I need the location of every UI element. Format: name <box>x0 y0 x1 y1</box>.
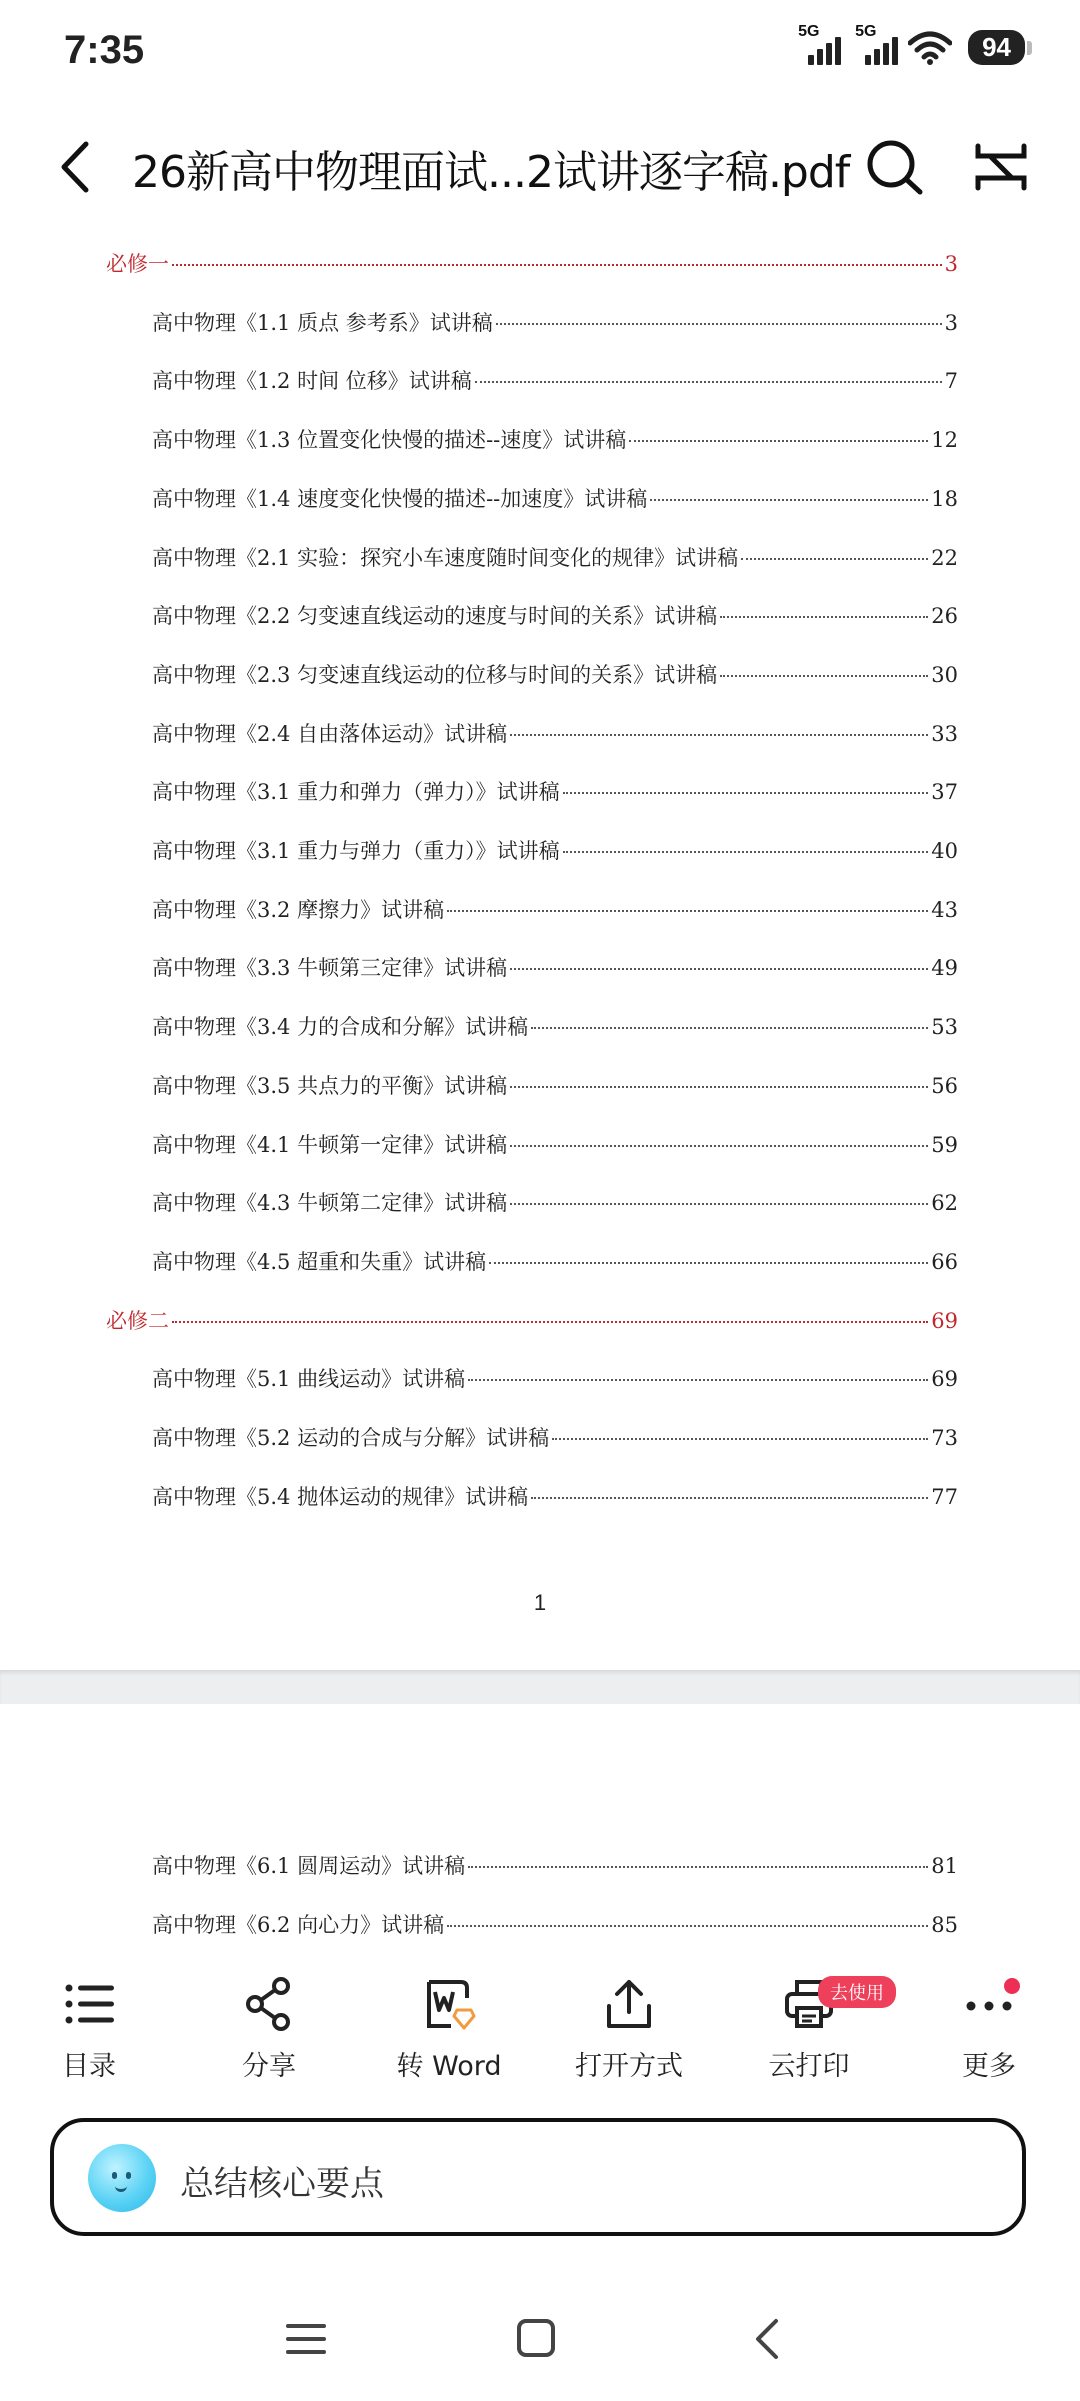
toc-entry-label: 高中物理《4.5 超重和失重》试讲稿 <box>152 1249 487 1274</box>
toc-leader-dots <box>447 910 928 912</box>
toc-leader-dots <box>489 1262 928 1264</box>
toc-entry-row[interactable] <box>152 1481 958 1515</box>
toc-page-number: 3 <box>944 310 958 335</box>
toc-page-number: 7 <box>944 369 958 394</box>
toc-leader-dots <box>475 381 942 383</box>
network-type-label: 5G <box>798 22 820 40</box>
ai-summary-button[interactable] <box>50 2118 1026 2236</box>
toc-entry-label: 高中物理《5.2 运动的合成与分解》试讲稿 <box>152 1426 550 1450</box>
toc-page-number: 73 <box>931 1426 958 1450</box>
toc-page-number: 69 <box>931 1308 958 1333</box>
toc-leader-dots <box>531 1027 928 1029</box>
search-button[interactable] <box>862 134 928 200</box>
cloud-print-badge[interactable]: 去使用 <box>818 1976 896 2008</box>
status-time: 7:35 <box>64 28 145 72</box>
toc-entry-row[interactable] <box>152 718 958 752</box>
page-number: 1 <box>533 1590 547 1615</box>
toc-entry-label: 高中物理《2.1 实验：探究小车速度随时间变化的规律》试讲稿 <box>152 545 739 570</box>
toc-leader-dots <box>510 1203 928 1205</box>
toc-section-label: 必修二 <box>106 1308 169 1333</box>
toc-entry-label: 高中物理《3.3 牛顿第三定律》试讲稿 <box>152 956 508 981</box>
recents-button[interactable] <box>276 2314 336 2364</box>
pdf-page-1[interactable] <box>0 230 1080 1670</box>
toc-section-row[interactable] <box>106 248 958 282</box>
toc-leader-dots <box>468 1866 928 1868</box>
toc-leader-dots <box>510 734 928 736</box>
back-button[interactable] <box>48 134 108 200</box>
toc-page-number: 81 <box>931 1854 958 1878</box>
toc-entry-row[interactable] <box>152 600 958 634</box>
share-label: 分享 <box>242 2051 296 2082</box>
toc-page-number: 37 <box>931 780 958 805</box>
notification-dot <box>1004 1978 1020 1994</box>
toc-page-number: 85 <box>931 1912 958 1937</box>
toc-page-number: 77 <box>931 1484 958 1509</box>
toc-entry-label: 高中物理《1.1 质点 参考系》试讲稿 <box>152 310 493 335</box>
toc-leader-dots <box>650 499 928 501</box>
share-icon <box>241 1976 297 2032</box>
cell-signal-icon-2 <box>855 22 898 65</box>
home-button[interactable] <box>506 2314 566 2364</box>
toc-entry-row[interactable] <box>152 542 958 576</box>
toc-page-number: 66 <box>931 1249 958 1274</box>
search-icon <box>862 134 928 200</box>
toc-page-number: 59 <box>931 1132 958 1157</box>
toc-section-row[interactable] <box>106 1305 958 1339</box>
toc-page-number: 62 <box>931 1191 958 1216</box>
toc-page-number: 18 <box>931 486 958 511</box>
toc-entry-row[interactable] <box>152 659 958 693</box>
toc-entry-row[interactable] <box>152 1909 958 1943</box>
document-title: 26新高中物理面试...2试讲逐字稿.pdf <box>132 147 850 198</box>
more-button[interactable] <box>914 1976 1064 2083</box>
back-arrow-icon <box>738 2314 798 2364</box>
toc-entry-label: 高中物理《5.4 抛体运动的规律》试讲稿 <box>152 1484 529 1509</box>
share-button[interactable] <box>194 1976 344 2083</box>
reading-mode-button[interactable] <box>970 134 1032 200</box>
toc-entry-row[interactable] <box>152 1011 958 1045</box>
toc-page-number: 53 <box>931 1015 958 1040</box>
toc-entry-row[interactable] <box>152 894 958 928</box>
toc-page-number: 30 <box>931 662 958 687</box>
toc-page-number: 49 <box>931 956 958 981</box>
toc-button[interactable] <box>14 1976 164 2083</box>
toc-entry-label: 高中物理《6.1 圆周运动》试讲稿 <box>152 1854 466 1878</box>
toc-entry-label: 高中物理《3.4 力的合成和分解》试讲稿 <box>152 1015 529 1040</box>
to-word-button[interactable] <box>374 1976 524 2083</box>
toc-entry-row[interactable] <box>152 952 958 986</box>
toc-entry-label: 高中物理《3.2 摩擦力》试讲稿 <box>152 897 445 922</box>
open-with-button[interactable] <box>554 1976 704 2083</box>
toc-leader-dots <box>496 323 942 325</box>
toc-leader-dots <box>629 440 928 442</box>
toc-leader-dots <box>531 1497 928 1499</box>
toc-section-label: 必修一 <box>106 252 169 276</box>
toc-entry-row[interactable] <box>152 1187 958 1221</box>
toc-entry-label: 高中物理《5.1 曲线运动》试讲稿 <box>152 1367 466 1392</box>
toc-page-number: 22 <box>931 545 958 570</box>
toc-leader-dots <box>741 558 928 560</box>
toc-entry-row[interactable] <box>152 307 958 341</box>
toc-entry-label: 高中物理《4.3 牛顿第二定律》试讲稿 <box>152 1191 508 1216</box>
toc-entry-label: 高中物理《3.1 重力与弹力（重力）》试讲稿 <box>152 839 560 863</box>
toc-page-number: 56 <box>931 1073 958 1098</box>
page-separator <box>0 1670 1080 1704</box>
toc-page-number: 33 <box>931 721 958 746</box>
menu-icon <box>276 2314 336 2364</box>
toc-leader-dots <box>563 851 929 853</box>
bottom-toolbar <box>0 1962 1080 2102</box>
status-bar <box>0 0 1080 100</box>
toc-page-number: 43 <box>931 897 958 922</box>
toc-entry-row[interactable] <box>152 1129 958 1163</box>
battery-indicator: 94 <box>968 30 1025 65</box>
toc-entry-row[interactable] <box>152 424 958 458</box>
to-word-label: 转 Word <box>396 2051 502 2082</box>
toc-entry-row[interactable] <box>152 365 958 399</box>
toc-leader-dots <box>172 264 942 266</box>
toc-page-number: 26 <box>931 604 958 629</box>
toc-entry-label: 高中物理《4.1 牛顿第一定律》试讲稿 <box>152 1132 508 1157</box>
toc-leader-dots <box>720 616 928 618</box>
cloud-print-label: 云打印 <box>768 2051 850 2082</box>
toc-leader-dots <box>552 1438 928 1440</box>
word-icon <box>421 1976 477 2032</box>
toc-entry-row[interactable] <box>152 483 958 517</box>
toc-entry-row[interactable] <box>152 1422 958 1456</box>
toc-entry-row[interactable] <box>152 1246 958 1280</box>
toc-page-number: 12 <box>931 428 958 453</box>
toc-entry-label: 高中物理《1.3 位置变化快慢的描述--速度》试讲稿 <box>152 428 627 453</box>
toc-entry-row[interactable] <box>152 776 958 810</box>
system-back-button[interactable] <box>738 2314 798 2364</box>
upload-icon <box>601 1976 657 2032</box>
toc-entry-label: 高中物理《3.1 重力和弹力（弹力）》试讲稿 <box>152 780 560 805</box>
toc-leader-dots <box>720 675 928 677</box>
toc-entry-label: 高中物理《1.2 时间 位移》试讲稿 <box>152 369 472 394</box>
toc-entry-row[interactable] <box>152 1363 958 1397</box>
toc-entry-label: 高中物理《2.4 自由落体运动》试讲稿 <box>152 721 508 746</box>
toc-leader-dots <box>510 968 928 970</box>
home-square-icon <box>506 2314 566 2364</box>
app-bar <box>0 118 1080 218</box>
pdf-page-2[interactable] <box>0 1704 1080 1964</box>
toc-entry-row[interactable] <box>152 1070 958 1104</box>
toc-page-number: 69 <box>931 1367 958 1392</box>
wifi-icon <box>908 31 952 65</box>
toc-entry-label: 高中物理《2.3 匀变速直线运动的位移与时间的关系》试讲稿 <box>152 662 718 687</box>
toc-leader-dots <box>510 1145 928 1147</box>
toc-leader-dots <box>447 1925 928 1927</box>
toc-entry-label: 高中物理《2.2 匀变速直线运动的速度与时间的关系》试讲稿 <box>152 604 718 629</box>
battery-tip <box>1027 41 1032 55</box>
toc-leader-dots <box>172 1321 928 1323</box>
more-label: 更多 <box>962 2051 1016 2082</box>
toc-leader-dots <box>468 1379 928 1381</box>
ai-summary-label: 总结核心要点 <box>180 2164 384 2204</box>
chevron-left-icon <box>48 134 108 200</box>
open-with-label: 打开方式 <box>575 2051 683 2082</box>
toc-label: 目录 <box>62 2051 116 2082</box>
network-type-label-2: 5G <box>855 22 877 40</box>
list-icon <box>61 1976 117 2032</box>
toc-page-number: 40 <box>931 839 958 863</box>
toc-entry-label: 高中物理《1.4 速度变化快慢的描述--加速度》试讲稿 <box>152 486 648 511</box>
cell-signal-icon <box>798 22 841 65</box>
assistant-avatar-icon <box>88 2144 156 2212</box>
toc-entry-row[interactable] <box>152 835 958 869</box>
toc-leader-dots <box>510 1086 928 1088</box>
ax-icon <box>970 134 1032 200</box>
toc-entry-label: 高中物理《6.2 向心力》试讲稿 <box>152 1912 445 1937</box>
toc-entry-row[interactable] <box>152 1850 958 1884</box>
status-icons <box>798 22 1032 65</box>
toc-page-number: 3 <box>944 252 958 276</box>
toc-entry-label: 高中物理《3.5 共点力的平衡》试讲稿 <box>152 1073 508 1098</box>
system-nav-bar <box>0 2300 1080 2380</box>
toc-leader-dots <box>563 792 929 794</box>
